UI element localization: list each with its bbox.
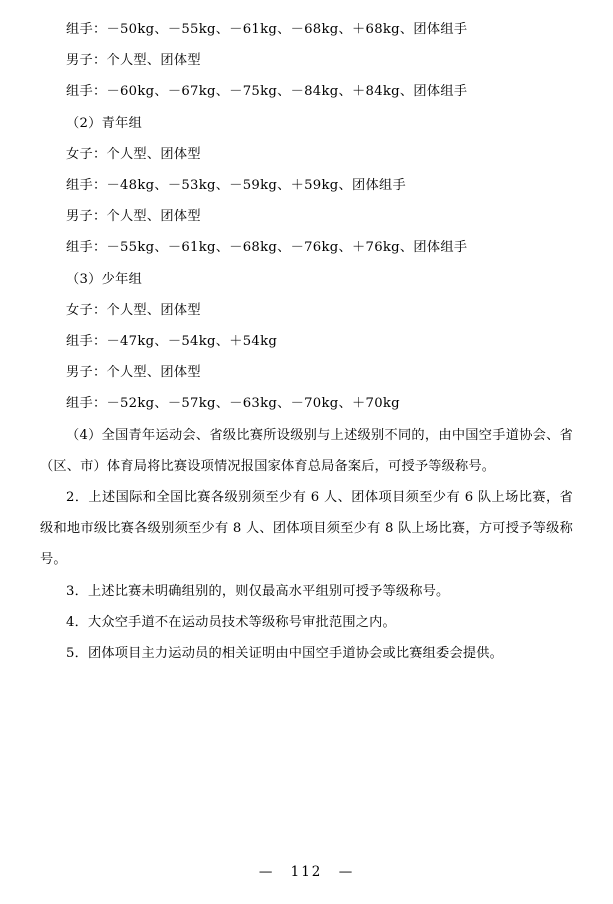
body-line: 女子：个人型、团体型 (66, 302, 201, 318)
body-paragraph: 5．团体项目主力运动员的相关证明由中国空手道协会或比赛组委会提供。 (66, 646, 503, 662)
page-footer (0, 864, 613, 880)
body-line: 男子：个人型、团体型 (66, 209, 201, 225)
page-number: 112 (290, 864, 323, 880)
body-paragraph: 2．上述国际和全国比赛各级别须至少有 6 人、团体项目须至少有 6 队上场比赛，省级和地市级比赛各级别须至少有 8 人、团体项目须至少有 8 队上场比赛，方可授予等级称号。 (40, 490, 573, 568)
body-line: 组手：－47kg、－54kg、＋54kg (66, 334, 278, 350)
page-content (40, 8, 573, 669)
body-line: 组手：－48kg、－53kg、－59kg、＋59kg、团体组手 (66, 178, 406, 194)
footer-left-dash: — (258, 864, 275, 880)
body-line: 组手：－60kg、－67kg、－75kg、－84kg、＋84kg、团体组手 (66, 84, 468, 100)
body-line: 男子：个人型、团体型 (66, 53, 201, 69)
body-line: 组手：－55kg、－61kg、－68kg、－76kg、＋76kg、团体组手 (66, 240, 468, 256)
body-line: （2）青年组 (66, 115, 143, 131)
body-paragraph: （4）全国青年运动会、省级比赛所设级别与上述级别不同的，由中国空手道协会、省（区、市）体育局将比赛设项情况报国家体育总局备案后，可授予等级称号。 (40, 427, 573, 474)
body-line: 组手：－50kg、－55kg、－61kg、－68kg、＋68kg、团体组手 (66, 22, 468, 37)
footer-right-dash: — (338, 864, 355, 880)
body-line: 组手：－52kg、－57kg、－63kg、－70kg、＋70kg (66, 396, 400, 412)
body-line: 男子：个人型、团体型 (66, 365, 201, 381)
body-paragraph: 3．上述比赛未明确组别的，则仅最高水平组别可授予等级称号。 (66, 583, 450, 599)
body-line: 女子：个人型、团体型 (66, 146, 201, 162)
body-line: （3）少年组 (66, 271, 143, 287)
body-paragraph: 4．大众空手道不在运动员技术等级称号审批范围之内。 (66, 614, 396, 630)
